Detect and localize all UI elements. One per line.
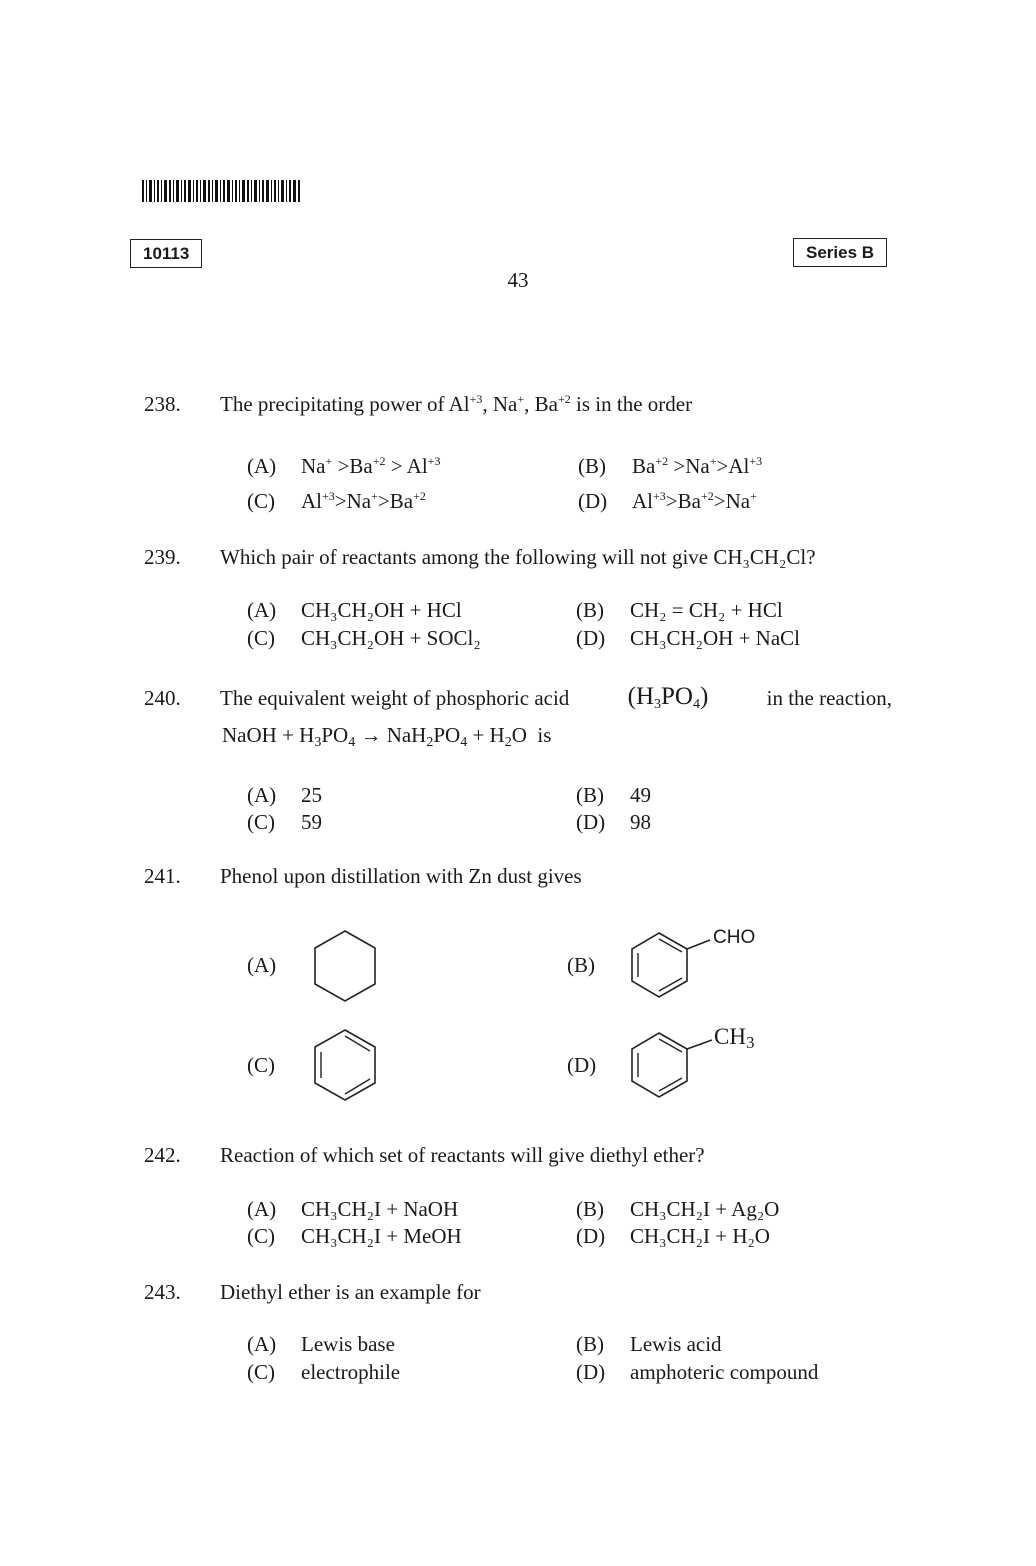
option-d[interactable]: (D) xyxy=(567,1053,597,1077)
option-b[interactable]: (B) CH₂ = CH₂ + HCl xyxy=(576,598,783,622)
option-b[interactable]: (B) 49 xyxy=(576,783,651,807)
option-b[interactable]: (B) xyxy=(567,953,595,977)
question-text: The precipitating power of $Al^{+3}$, Na+, $Ba^{+2}$ is in the order xyxy=(220,392,693,416)
question-text: Reaction of which set of reactants will give diethyl ether? xyxy=(220,1143,705,1167)
option-c[interactable]: (C) CH₃CH₂OH + SOCl₂ xyxy=(247,626,481,650)
series-label: Series B xyxy=(793,238,887,267)
reaction-equation: NaOH + $H_3PO_4 \to NaH_2PO_4 + H_2O$ is xyxy=(222,723,552,750)
option-a[interactable]: (A) Lewis base xyxy=(247,1332,395,1356)
barcode xyxy=(142,180,302,202)
option-a[interactable]: (A) CH₃CH₂I + NaOH xyxy=(247,1197,459,1221)
option-c[interactable]: (C) xyxy=(247,1053,275,1077)
option-d[interactable]: (D) amphoteric compound xyxy=(576,1360,819,1384)
option-c[interactable]: (C) 59 xyxy=(247,810,322,834)
option-a[interactable]: (A) xyxy=(247,953,277,977)
option-b[interactable]: (B) Lewis acid xyxy=(576,1332,722,1356)
substituent-label: $CH_3$ xyxy=(714,1024,755,1052)
question-text: Diethyl ether is an example for xyxy=(220,1280,481,1304)
paper-code: 10113 xyxy=(130,239,202,268)
question-number: 242. xyxy=(144,1143,181,1167)
option-c[interactable]: (C) CH₃CH₂I + MeOH xyxy=(247,1224,462,1248)
question-text: Phenol upon distillation with Zn dust gives xyxy=(220,864,582,888)
option-d[interactable]: (D) CH₃CH₂OH + NaCl xyxy=(576,626,800,650)
page-number: 43 xyxy=(507,268,529,292)
benzene-structure xyxy=(310,1027,380,1103)
option-c[interactable]: (C) electrophile xyxy=(247,1360,401,1384)
option-c[interactable]: (C) $Al^{+3}>Na^+>Ba^{+2}$ xyxy=(247,489,426,513)
question-number: 243. xyxy=(144,1280,181,1304)
option-d[interactable]: (D) $Al^{+3}>Ba^{+2}>Na^+$ xyxy=(578,489,757,513)
question-number: 240. xyxy=(144,686,181,710)
option-b[interactable]: (B) CH₃CH₂I + Ag₂O xyxy=(576,1197,780,1221)
option-a[interactable]: (A) $Na^+ >Ba^{+2} > Al^{+3}$ xyxy=(247,454,441,478)
question-text: Which pair of reactants among the following will not give CH₃CH₂Cl? xyxy=(220,545,816,569)
option-b[interactable]: (B) $Ba^{+2} >Na^+>Al^{+3}$ xyxy=(578,454,763,478)
question-text: The equivalent weight of phosphoric acid $(H_3PO_4)$ in the reaction, xyxy=(220,683,892,712)
question-number: 239. xyxy=(144,545,181,569)
question-number: 241. xyxy=(144,864,181,888)
option-d[interactable]: (D) CH₃CH₂I + H₂O xyxy=(576,1224,770,1248)
option-d[interactable]: (D) 98 xyxy=(576,810,651,834)
substituent-label: CHO xyxy=(713,927,756,948)
cyclohexane-structure xyxy=(310,928,380,1004)
option-a[interactable]: (A) CH₃CH₂OH + HCl xyxy=(247,598,462,622)
question-number: 238. xyxy=(144,392,181,416)
option-a[interactable]: (A) 25 xyxy=(247,783,322,807)
